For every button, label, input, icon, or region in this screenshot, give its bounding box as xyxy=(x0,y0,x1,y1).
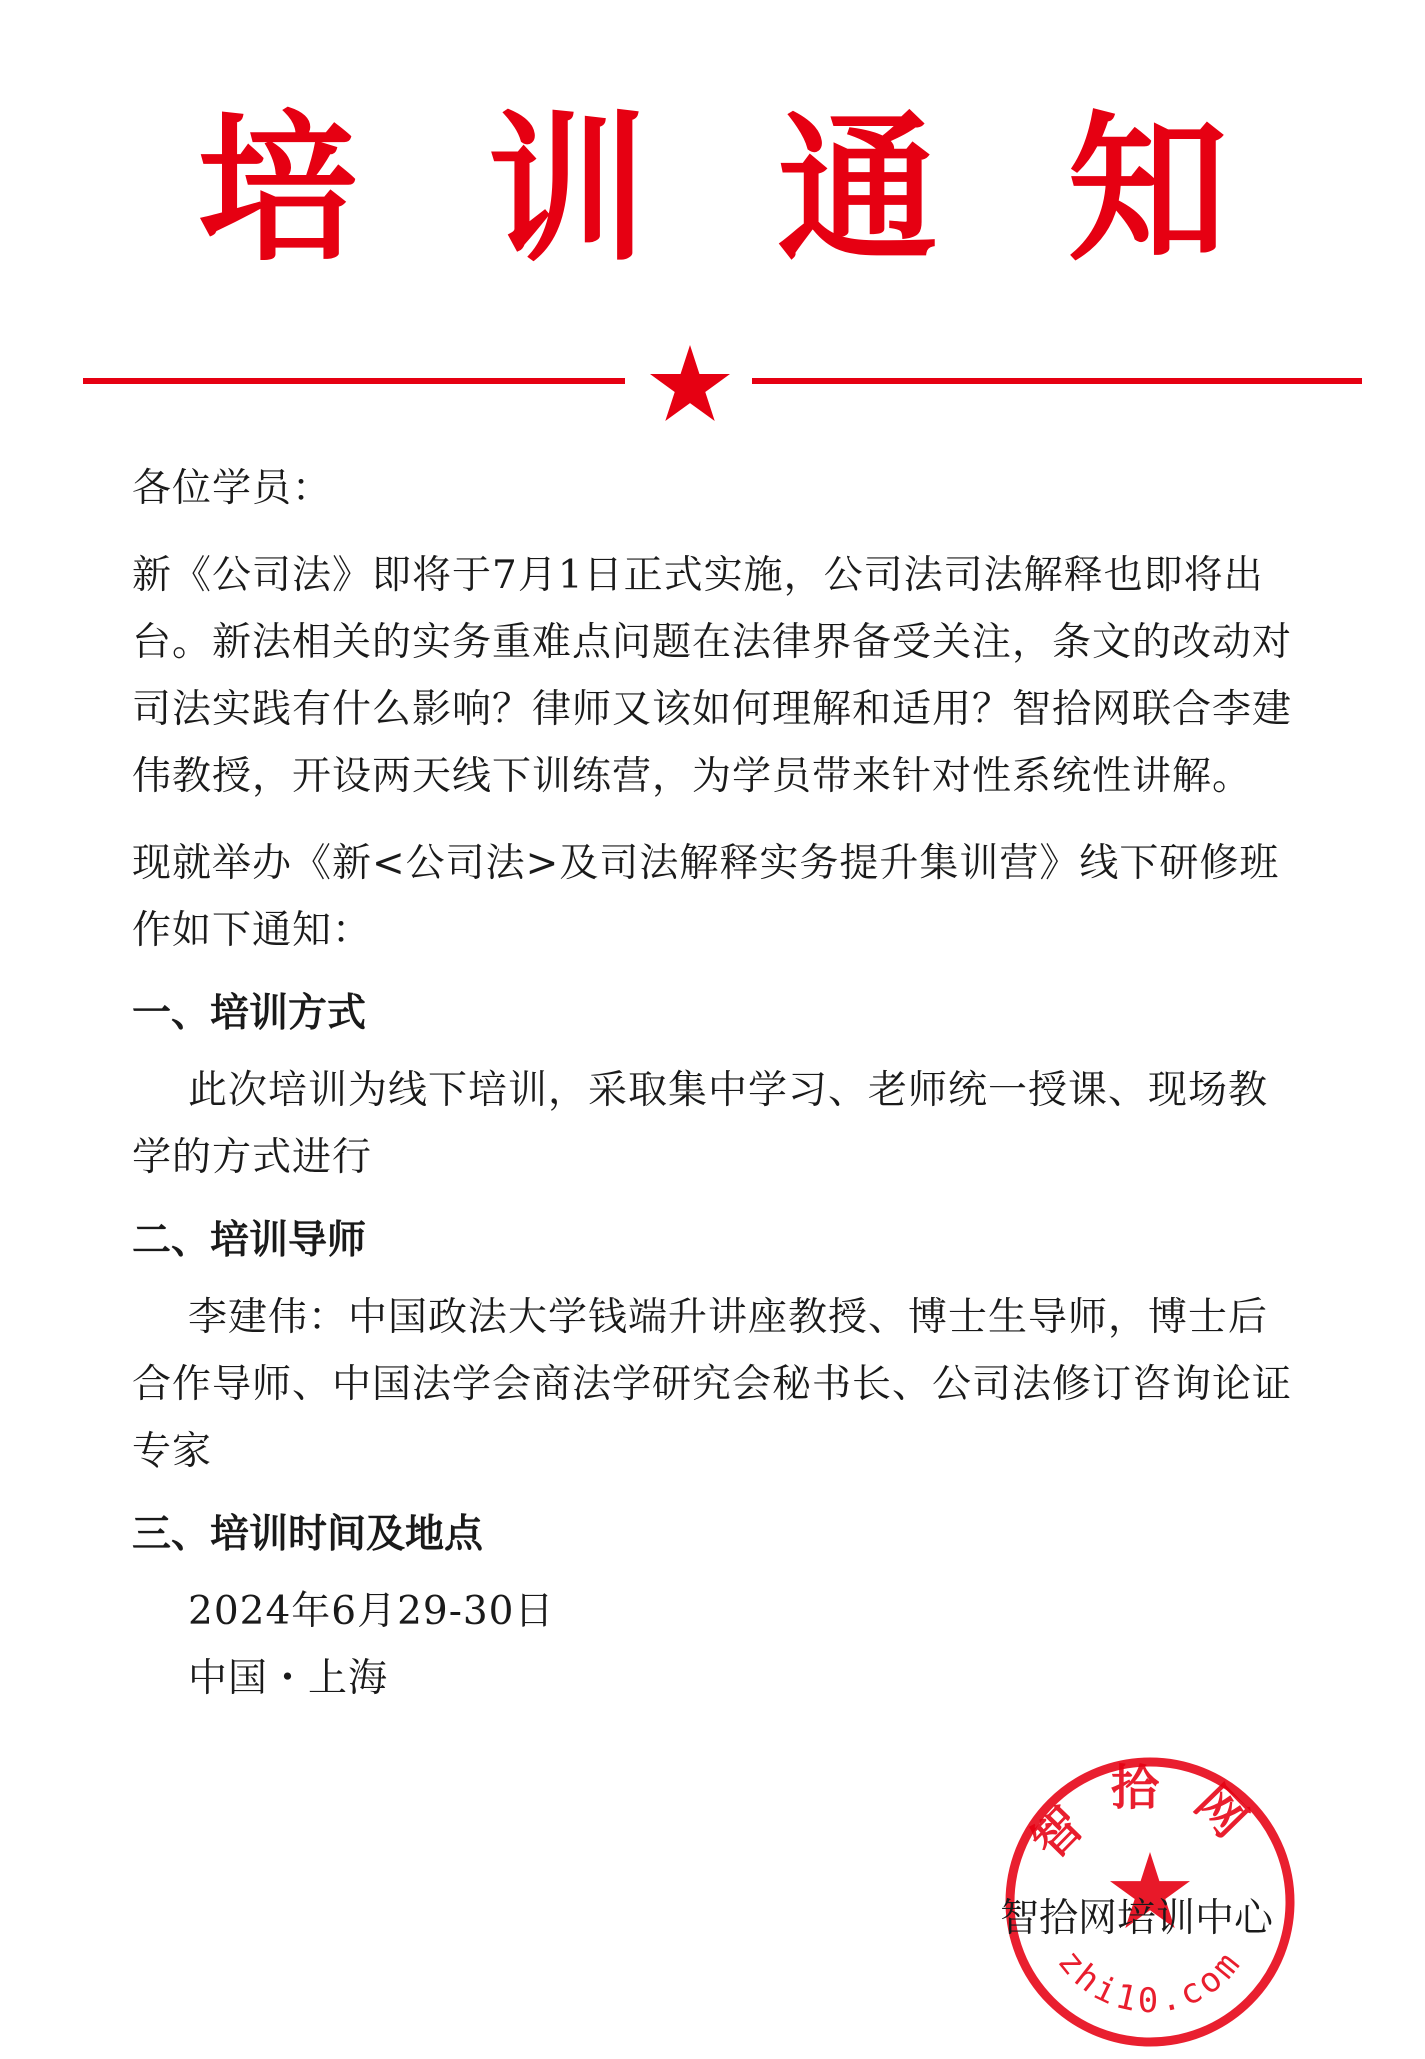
title-char: 知 xyxy=(1067,96,1228,283)
section-text-method: 此次培训为线下培训，采取集中学习、老师统一授课、现场教学的方式进行 xyxy=(132,1068,1269,1180)
greeting: 各位学员： xyxy=(132,466,333,511)
title-divider xyxy=(0,345,1425,415)
training-date: 2024年6月29-30日 xyxy=(188,1589,555,1634)
svg-text:zhi10.com xyxy=(1050,1942,1251,2021)
divider-line-left xyxy=(83,378,625,384)
section-heading-instructor: 二、培训导师 xyxy=(132,1218,367,1263)
seal-bottom-text: zhi10.com xyxy=(1049,1942,1251,2021)
page-title xyxy=(0,95,1425,285)
section-heading-method: 一、培训方式 xyxy=(132,991,367,1036)
section-heading-time-place: 三、培训时间及地点 xyxy=(132,1512,484,1557)
seal-top-text: 智拾网 xyxy=(1021,1760,1279,1870)
announcement-paragraph: 现就举办《新<公司法>及司法解释实务提升集训营》线下研修班作如下通知： xyxy=(132,841,1280,953)
star-icon xyxy=(650,345,730,421)
divider-line-right xyxy=(752,378,1362,384)
intro-paragraph: 新《公司法》即将于7月1日正式实施，公司法司法解释也即将出台。新法相关的实务重难点问题在法律界备受关注，条文的改动对司法实践有什么影响？律师又该如何理解和适用？智拾网联合李建伟教授，开设两天线下训练营，为学员带来针对性系统性讲解。 xyxy=(132,553,1293,799)
title-char: 培 xyxy=(197,96,358,283)
title-char: 通 xyxy=(777,96,938,283)
section-text-instructor: 李建伟：中国政法大学钱端升讲座教授、博士生导师，博士后合作导师、中国法学会商法学研究会秘书长、公司法修订咨询论证专家 xyxy=(132,1295,1293,1474)
letter-body xyxy=(132,455,1302,1712)
signature: 智拾网培训中心 xyxy=(1000,1896,1274,1941)
training-location: 中国・上海 xyxy=(188,1656,389,1701)
title-char: 训 xyxy=(487,96,648,283)
